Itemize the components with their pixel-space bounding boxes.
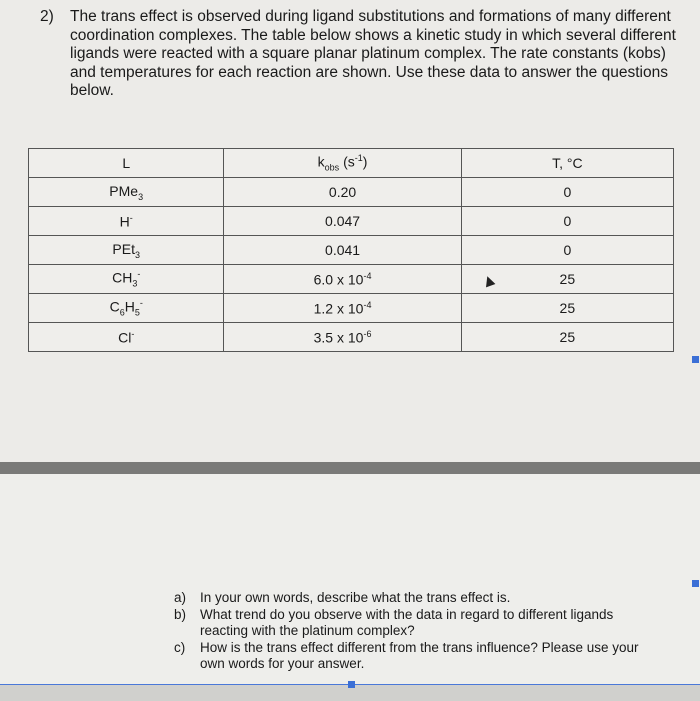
page-divider xyxy=(0,462,700,474)
ligand-cell: Cl- xyxy=(29,323,224,352)
header-ligand: L xyxy=(29,149,224,178)
subquestion-a xyxy=(174,590,654,607)
subquestion-text: In your own words, describe what the trans effect is. xyxy=(200,590,511,605)
selection-handle-icon[interactable] xyxy=(348,681,355,688)
table-row xyxy=(29,207,674,236)
subquestion-b xyxy=(174,607,654,640)
ligand-cell: $CH_3^-$ xyxy=(29,265,224,294)
table-row xyxy=(29,294,674,323)
table-row xyxy=(29,236,674,265)
kinetics-table xyxy=(28,148,674,352)
ligand-cell: $C_6H_5^-$ xyxy=(29,294,224,323)
table-header-row xyxy=(29,149,674,178)
temp-cell: 0 xyxy=(461,236,673,265)
temp-cell: 0 xyxy=(461,178,673,207)
kobs-cell: 0.20 xyxy=(224,178,461,207)
ligand-cell: PEt$_3$ xyxy=(29,236,224,265)
kobs-cell: 0.047 xyxy=(224,207,461,236)
temp-cell: 0 xyxy=(461,207,673,236)
selection-handle-icon[interactable] xyxy=(692,356,699,363)
subquestion-c xyxy=(174,640,654,673)
header-temperature: T, °C xyxy=(461,149,673,178)
table-row xyxy=(29,323,674,352)
kobs-cell: 6.0 x $10^{-4}$ xyxy=(224,265,461,294)
kobs-cell: 0.041 xyxy=(224,236,461,265)
question-text: The trans effect is observed during ligand substitutions and formations of many different coordination complexes. The table below shows a kinetic study in which several different ligands were reacted with a square planar platinum complex. The rate constants (kobs) and temperatures for each reaction are shown. Use these data to answer the questions below. xyxy=(70,8,676,100)
subquestion-label: b) xyxy=(174,606,187,622)
subquestion-text: What trend do you observe with the data in regard to different ligands reacting with the platinum complex? xyxy=(200,606,614,638)
subquestion-label: a) xyxy=(174,590,187,605)
temp-cell: 25 xyxy=(461,294,673,323)
table-row xyxy=(29,265,674,294)
kobs-cell: 1.2 x $10^{-4}$ xyxy=(224,294,461,323)
temp-cell: 25 xyxy=(461,265,673,294)
ligand-cell: PMe$_3$ xyxy=(29,178,224,207)
subquestion-list xyxy=(174,590,654,673)
subquestion-text: How is the trans effect different from the trans influence? Please use your own words for your answer. xyxy=(200,639,639,671)
selection-handle-icon[interactable] xyxy=(692,580,699,587)
ligand-cell: H- xyxy=(29,207,224,236)
question-2 xyxy=(40,8,680,101)
subquestion-label: c) xyxy=(174,639,186,655)
table-row xyxy=(29,178,674,207)
question-number: 2) xyxy=(40,8,54,25)
temp-cell: 25 xyxy=(461,323,673,352)
header-kobs: $k_{obs}$ $(s^{-1})$ xyxy=(224,149,461,178)
kobs-cell: 3.5 x $10^{-6}$ xyxy=(224,323,461,352)
